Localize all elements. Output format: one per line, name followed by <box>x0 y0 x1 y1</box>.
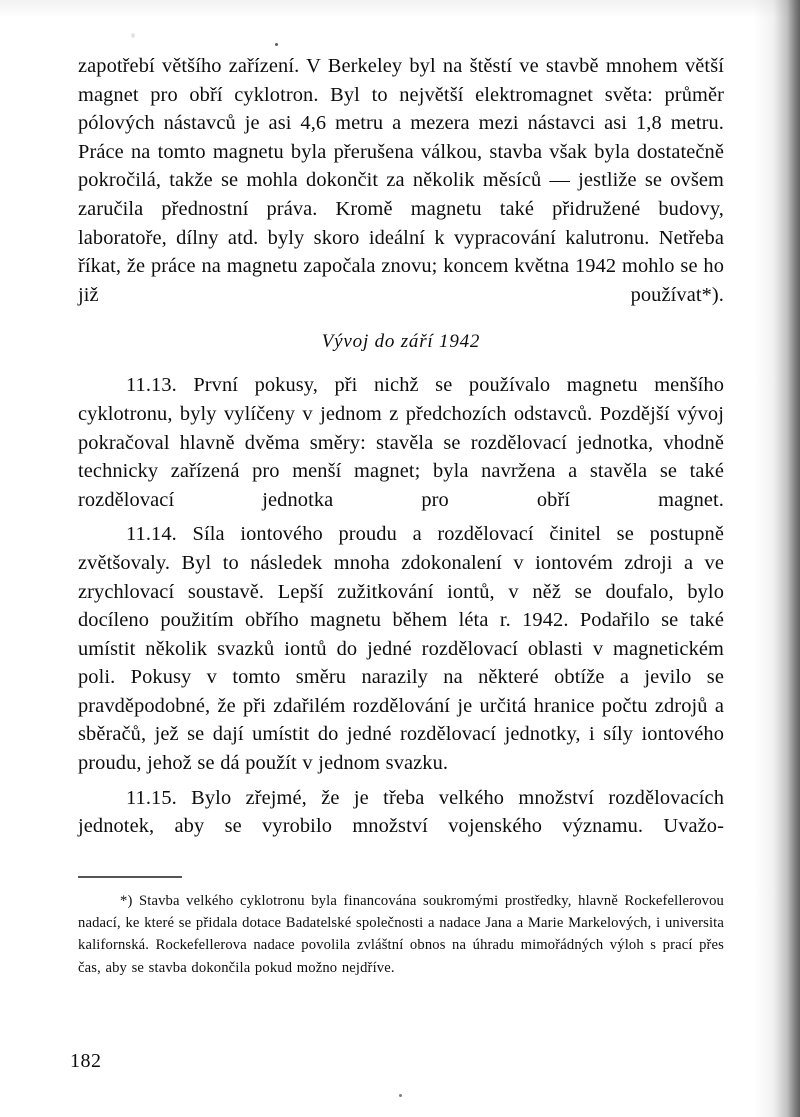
paragraph-11-15: 11.15. Bylo zřejmé, že je třeba velkého množství rozdělovacích jednotek, aby se vyrobilo množství vojenského významu. Uvažo- <box>78 786 724 838</box>
scan-speck-artifact <box>275 43 278 46</box>
footnote-marker: *) <box>120 893 133 909</box>
scan-edge-shadow-top <box>0 0 800 18</box>
paragraph-continued-from-previous-page: zapotřebí většího zařízení. V Berkeley byl na štěstí ve stavbě mnohem větší magnet pro obří cyklotron. Byl to největší elektromagnet světa: průměr pólových nástavců je asi 4,6 metru a mezera mezi nástavci asi 1,8 metru. Práce na tomto magnetu byla přerušena válkou, stavba však byla dostatečně pokročilá, takže se mohla dokončit za několik měsíců — jestliže se ovšem zaručila přednostní práva. Kromě magnetu také přidružené budovy, laboratoře, dílny atd. byly skoro ideální k vypracování kalutronu. Netřeba říkat, že práce na magnetu započala znovu; koncem května 1942 mohlo se ho již používat*). <box>78 55 724 306</box>
scan-speck-artifact <box>131 33 135 38</box>
page-number: 182 <box>70 1050 102 1072</box>
paragraph-11-14: 11.14. Síla iontového proudu a rozdělovací činitel se postupně zvětšovaly. Byl to následek mnoha zdokonalení v iontovém zdroji a ve zrychlovací soustavě. Lepší zužitkování iontů, v něž se doufalo, bylo docíleno použitím obřího magnetu během léta r. 1942. Podařilo se také umístit několik svazků iontů do jedné rozdělovací oblasti v magnetickém poli. Pokusy v tomto směru narazily na některé obtíže a jevilo se pravděpodobné, že při zdařilém rozdělování je určitá hranice počtu zdrojů a sběračů, jež se dají umístit do jedné rozdělovací jednotky, i síly iontového proudu, jehož se dá použít v jednom svazku. <box>78 523 724 775</box>
footnote-body: Stavba velkého cyklotronu byla financována soukromými prostředky, hlavně Rockefellerovou nadací, ke které se přidala dotace Badatelské společnosti a nadace Jana a Marie Markelových, i universita kalifornská. Rockefellerova nadace povolila zvláštní obnos na úhradu mimořádných výloh s prací přes čas, aby se stavba dokončila pokud možno nejdříve. <box>78 893 724 976</box>
paragraph-11-13: 11.13. První pokusy, při nichž se používalo magnetu menšího cyklotronu, byly vylíčeny v jednom z předchozích odstavců. Pozdější vývoj pokračoval hlavně dvěma směry: stavěla se rozdělovací jednotka, vhodně technicky zařízená pro menší magnet; byla navržena a stavěla se také rozdělovací jednotka pro obří magnet. <box>78 374 724 511</box>
scan-speck-artifact <box>399 1094 402 1097</box>
body-text-column <box>78 52 724 841</box>
scan-edge-shadow-right <box>754 0 800 1117</box>
footnote-block <box>78 876 724 979</box>
footnote-separator-rule <box>78 876 182 878</box>
section-heading: Vývoj do září 1942 <box>321 331 481 353</box>
footnote-text <box>78 890 724 979</box>
